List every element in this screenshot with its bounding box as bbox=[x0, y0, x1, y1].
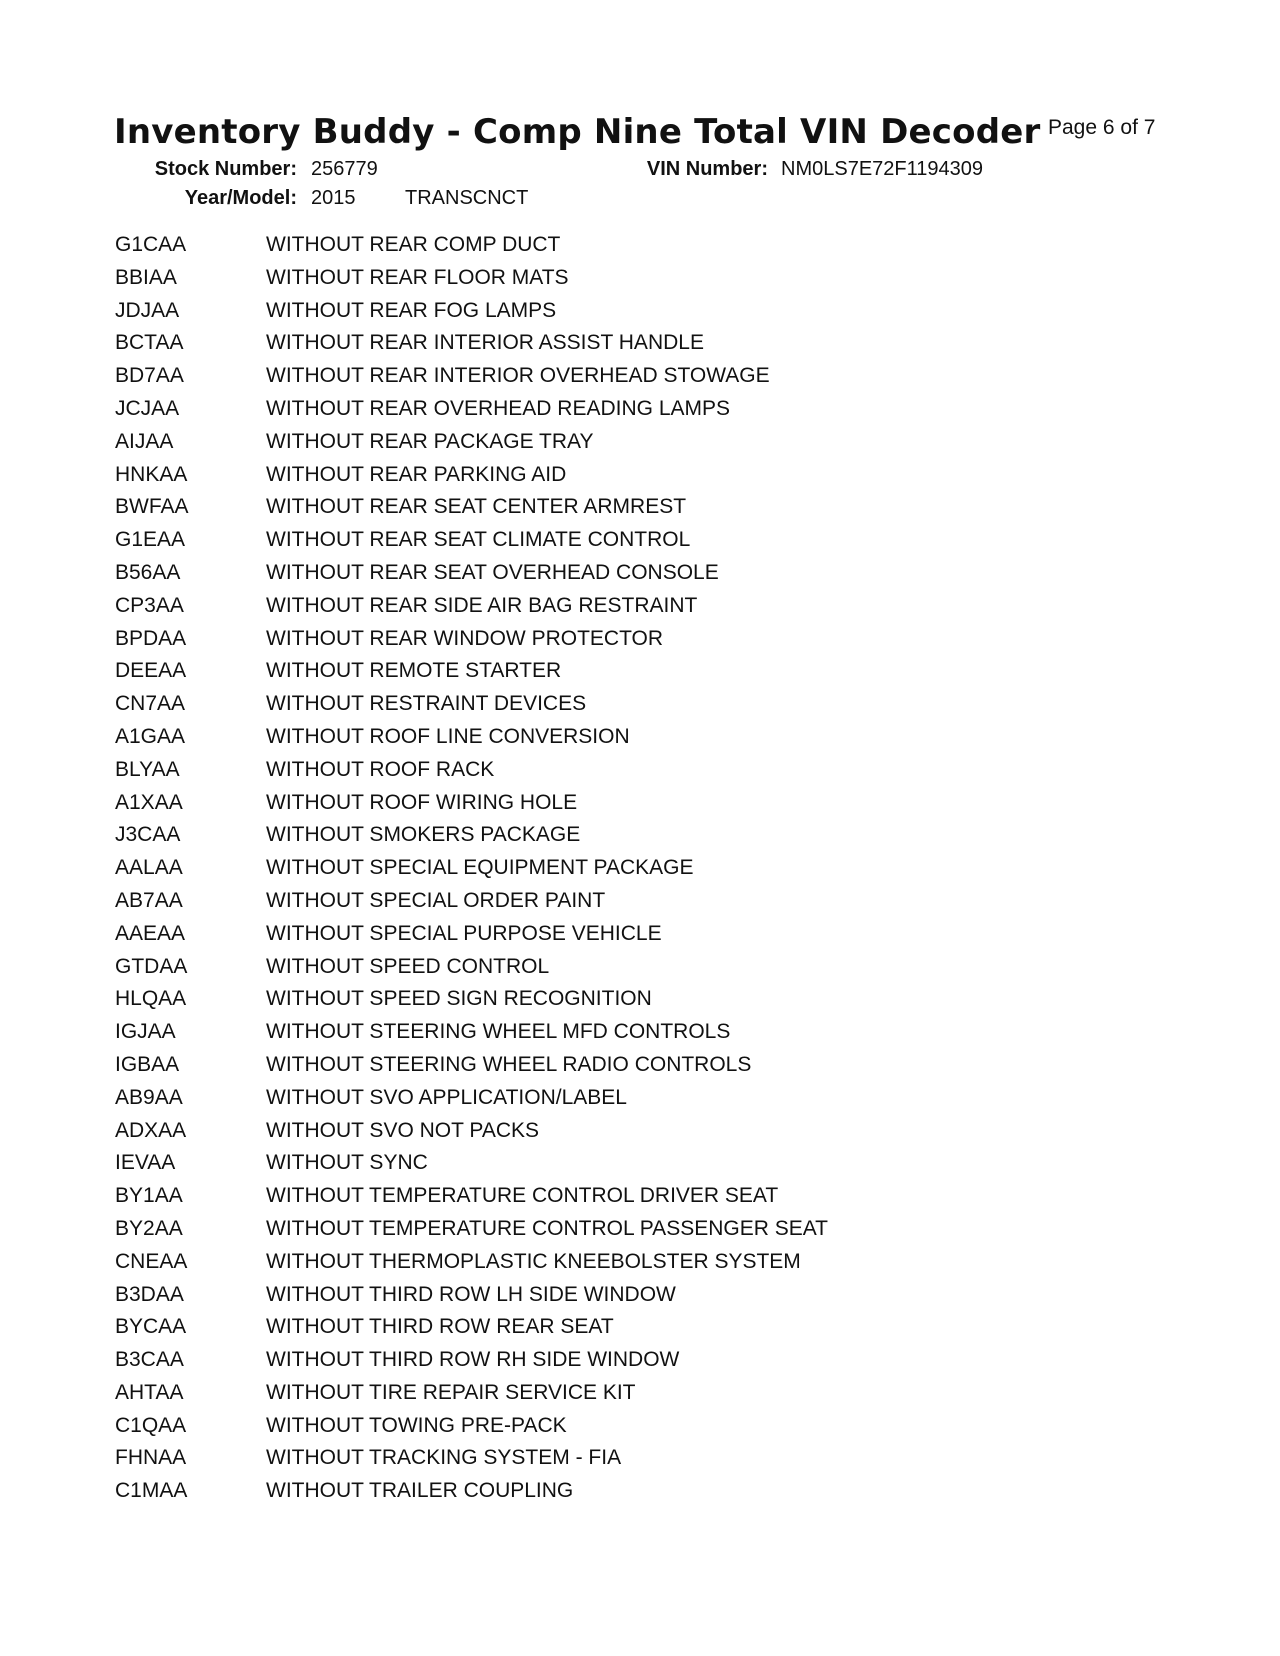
option-code: IGBAA bbox=[115, 1052, 180, 1076]
list-item bbox=[115, 1377, 1115, 1410]
list-item bbox=[115, 1442, 1115, 1475]
option-description: WITHOUT SPEED SIGN RECOGNITION bbox=[266, 987, 652, 1011]
option-description: WITHOUT REAR SEAT CENTER ARMREST bbox=[266, 495, 687, 519]
option-description: WITHOUT REAR FLOOR MATS bbox=[266, 265, 569, 289]
option-description: WITHOUT REAR SEAT CLIMATE CONTROL bbox=[266, 528, 691, 552]
option-code: J3CAA bbox=[115, 823, 181, 847]
list-item bbox=[115, 229, 1115, 262]
option-code: AAEAA bbox=[115, 921, 186, 945]
option-description: WITHOUT THIRD ROW REAR SEAT bbox=[266, 1315, 614, 1339]
list-item bbox=[115, 1115, 1115, 1148]
option-description: WITHOUT ROOF WIRING HOLE bbox=[266, 790, 578, 814]
list-item bbox=[115, 885, 1115, 918]
option-description: WITHOUT ROOF RACK bbox=[266, 757, 495, 781]
option-description: WITHOUT SPECIAL EQUIPMENT PACKAGE bbox=[266, 856, 694, 880]
list-item bbox=[115, 918, 1115, 951]
list-item bbox=[115, 1311, 1115, 1344]
option-description: WITHOUT TOWING PRE-PACK bbox=[266, 1413, 567, 1437]
option-code: AALAA bbox=[115, 856, 183, 880]
list-item bbox=[115, 819, 1115, 852]
list-item bbox=[115, 787, 1115, 820]
option-code: AIJAA bbox=[115, 429, 174, 453]
option-description: WITHOUT REAR WINDOW PROTECTOR bbox=[266, 626, 664, 650]
option-description: WITHOUT THIRD ROW LH SIDE WINDOW bbox=[266, 1282, 676, 1306]
option-description: WITHOUT TEMPERATURE CONTROL DRIVER SEAT bbox=[266, 1184, 779, 1208]
option-description: WITHOUT SYNC bbox=[266, 1151, 428, 1175]
option-description: WITHOUT REAR INTERIOR OVERHEAD STOWAGE bbox=[266, 364, 770, 388]
list-item bbox=[115, 426, 1115, 459]
list-item bbox=[115, 951, 1115, 984]
list-item bbox=[115, 655, 1115, 688]
option-description: WITHOUT REMOTE STARTER bbox=[266, 659, 562, 683]
list-item bbox=[115, 360, 1115, 393]
year-model-label: Year/Model: bbox=[184, 187, 297, 209]
option-description: WITHOUT TIRE REPAIR SERVICE KIT bbox=[266, 1380, 636, 1404]
stock-number-label: Stock Number: bbox=[154, 158, 297, 180]
option-code: BLYAA bbox=[115, 757, 180, 781]
option-code: A1XAA bbox=[115, 790, 183, 814]
list-item bbox=[115, 1410, 1115, 1443]
option-description: WITHOUT REAR FOG LAMPS bbox=[266, 298, 557, 322]
option-code: B3CAA bbox=[115, 1348, 184, 1372]
list-item bbox=[115, 295, 1115, 328]
option-description: WITHOUT REAR SIDE AIR BAG RESTRAINT bbox=[266, 593, 698, 617]
option-description: WITHOUT REAR SEAT OVERHEAD CONSOLE bbox=[266, 560, 719, 584]
option-code: DEEAA bbox=[115, 659, 187, 683]
option-description: WITHOUT REAR COMP DUCT bbox=[266, 233, 561, 256]
option-description: WITHOUT SVO APPLICATION/LABEL bbox=[266, 1085, 627, 1109]
option-description: WITHOUT TRAILER COUPLING bbox=[266, 1479, 574, 1503]
document-title: Inventory Buddy - Comp Nine Total VIN Decoder bbox=[114, 112, 1041, 152]
option-description: WITHOUT SMOKERS PACKAGE bbox=[266, 823, 581, 847]
option-description: WITHOUT ROOF LINE CONVERSION bbox=[266, 724, 630, 748]
option-description: WITHOUT THERMOPLASTIC KNEEBOLSTER SYSTEM bbox=[266, 1249, 801, 1273]
option-description: WITHOUT TRACKING SYSTEM - FIA bbox=[266, 1446, 622, 1470]
option-description: WITHOUT SPEED CONTROL bbox=[266, 954, 550, 978]
option-description: WITHOUT TEMPERATURE CONTROL PASSENGER SEAT bbox=[266, 1216, 829, 1240]
option-code: BYCAA bbox=[115, 1315, 187, 1339]
option-code: C1QAA bbox=[115, 1413, 187, 1437]
option-code: HLQAA bbox=[115, 987, 187, 1011]
list-item bbox=[115, 1147, 1115, 1180]
list-item bbox=[115, 688, 1115, 721]
option-code: ADXAA bbox=[115, 1118, 187, 1142]
option-code: HNKAA bbox=[115, 462, 188, 486]
option-description: WITHOUT REAR PARKING AID bbox=[266, 462, 567, 486]
option-code: BCTAA bbox=[115, 331, 184, 355]
option-code: AB7AA bbox=[115, 888, 183, 912]
option-code: FHNAA bbox=[115, 1446, 187, 1470]
list-item bbox=[115, 1180, 1115, 1213]
list-item bbox=[115, 852, 1115, 885]
list-item bbox=[115, 491, 1115, 524]
option-code: B56AA bbox=[115, 560, 181, 584]
list-item bbox=[115, 590, 1115, 623]
option-code: JCJAA bbox=[115, 396, 180, 420]
option-code: C1MAA bbox=[115, 1479, 188, 1503]
list-item bbox=[115, 1279, 1115, 1312]
list-item bbox=[115, 1082, 1115, 1115]
option-code: BY1AA bbox=[115, 1184, 183, 1208]
list-item bbox=[115, 1049, 1115, 1082]
option-code: GTDAA bbox=[115, 954, 188, 978]
option-code-list bbox=[115, 229, 1115, 1508]
option-description: WITHOUT STEERING WHEEL RADIO CONTROLS bbox=[266, 1052, 752, 1076]
list-item bbox=[115, 557, 1115, 590]
option-code: G1EAA bbox=[115, 528, 186, 552]
option-code: CP3AA bbox=[115, 593, 184, 617]
list-item bbox=[115, 459, 1115, 492]
list-item bbox=[115, 721, 1115, 754]
list-item bbox=[115, 1213, 1115, 1246]
option-description: WITHOUT RESTRAINT DEVICES bbox=[266, 692, 587, 716]
year-value: 2015 bbox=[311, 187, 356, 209]
list-item bbox=[115, 262, 1115, 295]
option-code: AHTAA bbox=[115, 1380, 184, 1404]
list-item bbox=[115, 1016, 1115, 1049]
option-code: JDJAA bbox=[115, 298, 180, 322]
list-item bbox=[115, 327, 1115, 360]
option-description: WITHOUT REAR INTERIOR ASSIST HANDLE bbox=[266, 331, 704, 355]
option-description: WITHOUT THIRD ROW RH SIDE WINDOW bbox=[266, 1348, 680, 1372]
list-item bbox=[115, 623, 1115, 656]
option-code: G1CAA bbox=[115, 233, 187, 256]
list-item bbox=[115, 393, 1115, 426]
option-code: AB9AA bbox=[115, 1085, 183, 1109]
model-value: TRANSCNCT bbox=[405, 187, 529, 209]
option-description: WITHOUT SPECIAL ORDER PAINT bbox=[266, 888, 606, 912]
list-item bbox=[115, 1344, 1115, 1377]
vin-number-label: VIN Number: bbox=[646, 158, 768, 180]
option-description: WITHOUT SPECIAL PURPOSE VEHICLE bbox=[266, 921, 662, 945]
option-description: WITHOUT SVO NOT PACKS bbox=[266, 1118, 540, 1142]
page-number: Page 6 of 7 bbox=[1048, 116, 1156, 139]
list-item bbox=[115, 524, 1115, 557]
option-code: BD7AA bbox=[115, 364, 184, 388]
option-code: BWFAA bbox=[115, 495, 189, 519]
option-code: IGJAA bbox=[115, 1020, 176, 1044]
option-code: BY2AA bbox=[115, 1216, 183, 1240]
list-item bbox=[115, 1246, 1115, 1279]
vin-number-value: NM0LS7E72F1194309 bbox=[781, 158, 983, 180]
option-description: WITHOUT REAR PACKAGE TRAY bbox=[266, 429, 594, 453]
option-code: BPDAA bbox=[115, 626, 187, 650]
option-code: BBIAA bbox=[115, 265, 177, 289]
list-item bbox=[115, 754, 1115, 787]
list-item bbox=[115, 983, 1115, 1016]
list-item bbox=[115, 1475, 1115, 1508]
option-code: A1GAA bbox=[115, 724, 186, 748]
option-code: CN7AA bbox=[115, 692, 186, 716]
option-code: B3DAA bbox=[115, 1282, 184, 1306]
option-code: CNEAA bbox=[115, 1249, 188, 1273]
option-description: WITHOUT STEERING WHEEL MFD CONTROLS bbox=[266, 1020, 731, 1044]
stock-number-value: 256779 bbox=[311, 158, 378, 180]
option-code: IEVAA bbox=[115, 1151, 176, 1175]
option-description: WITHOUT REAR OVERHEAD READING LAMPS bbox=[266, 396, 731, 420]
